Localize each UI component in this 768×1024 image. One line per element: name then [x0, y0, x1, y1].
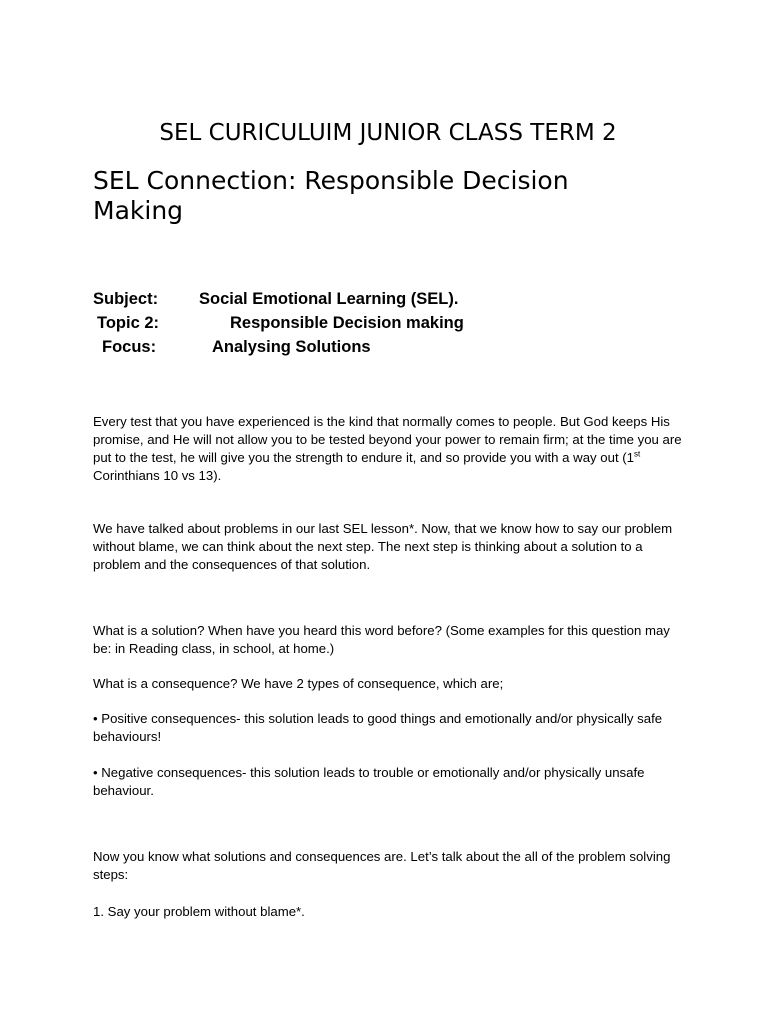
positive-consequence-bullet: • Positive consequences- this solution leads to good things and emotionally and/or physically safe behaviours! [93, 711, 663, 744]
subject-label: Subject: [93, 290, 159, 308]
steps-intro-paragraph: Now you know what solutions and consequences are. Let’s talk about the all of the problem solving steps: [93, 849, 671, 882]
section-heading-line-2: Making [93, 196, 184, 225]
focus-value: Analysing Solutions [212, 338, 371, 356]
negative-consequence-bullet: • Negative consequences- this solution leads to trouble or emotionally and/or physically unsafe behaviour. [93, 765, 645, 798]
solution-question: What is a solution? When have you heard this word before? (Some examples for this question may be: in Reading class, in school, at home.) [93, 623, 670, 656]
bible-verse-text: Every test that you have experienced is the kind that normally comes to people. But God keeps His promise, and He will not allow you to be tested beyond your power to remain firm; at the time you are put to the test, he will give you the strength to endure it, and so provide you with a way out (1 [93, 414, 682, 465]
bible-verse-reference: Corinthians 10 vs 13). [93, 468, 222, 483]
bible-verse-paragraph [93, 413, 683, 485]
intro-paragraph: We have talked about problems in our last SEL lesson*. Now, that we know how to say our problem without blame, we can think about the next step. The next step is thinking about a solution to a problem and the consequences of that solution. [93, 521, 673, 572]
section-heading-line-1: SEL Connection: Responsible Decision [93, 166, 569, 195]
step-1-item: 1. Say your problem without blame*. [93, 904, 305, 919]
document-title: SEL CURICULUIM JUNIOR CLASS TERM 2 [159, 120, 617, 146]
topic-label: Topic 2: [97, 314, 160, 332]
topic-value: Responsible Decision making [230, 314, 464, 332]
consequence-question: What is a consequence? We have 2 types of consequence, which are; [93, 676, 504, 691]
section-heading [93, 166, 673, 226]
subject-value: Social Emotional Learning (SEL). [199, 290, 459, 308]
ordinal-superscript: st [634, 449, 641, 459]
focus-label: Focus: [102, 338, 157, 356]
